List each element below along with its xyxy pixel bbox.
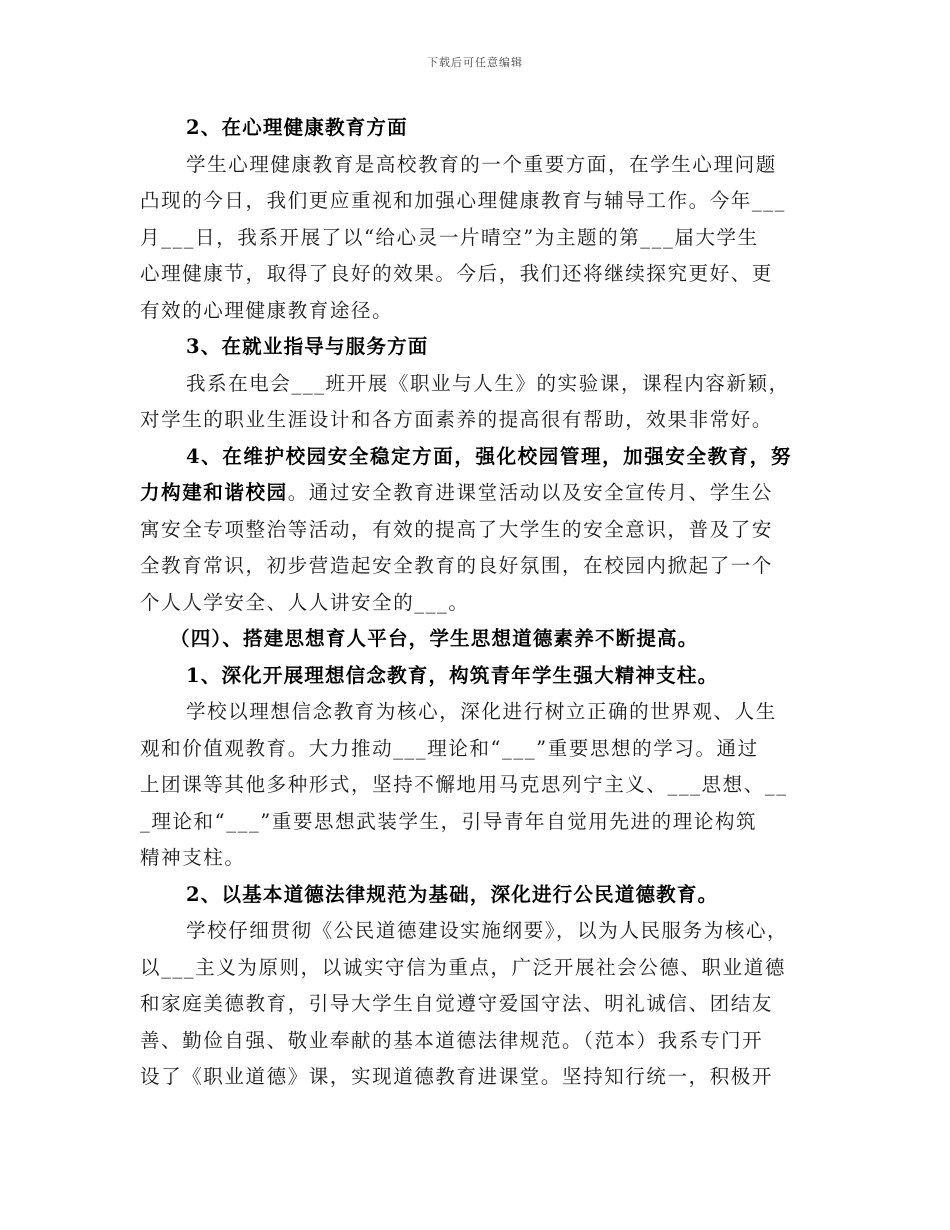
paragraph-line: 精神支柱。 (140, 846, 246, 869)
paragraph-line: 学校以理想信念教育为核心，深化进行树立正确的世界观、人生 (186, 700, 777, 723)
paragraph-line: 全教育常识，初步营造起安全教育的良好氛围，在校园内掀起了一个 (140, 554, 774, 577)
section-heading: 3、在就业指导与服务方面 (186, 335, 429, 358)
paragraph-line: 有效的心理健康教育途径。 (140, 298, 394, 322)
page-header: 下载后可任意编辑 (427, 56, 523, 69)
paragraph-line: 心理健康节，取得了良好的效果。今后，我们还将继续探究更好、更 (140, 262, 774, 285)
section-heading: 2、以基本道德法律规范为基础，深化进行公民道德教育。 (186, 882, 719, 906)
bold-run: 力构建和谐校园 (140, 481, 288, 504)
paragraph-line: 学生心理健康教育是高校教育的一个重要方面，在学生心理问题 (186, 152, 777, 176)
paragraph-line: 和家庭美德教育，引导大学生自觉遵守爱国守法、明礼诚信、团结友 (140, 992, 774, 1015)
paragraph-line-mixed (140, 439, 812, 476)
paragraph-line: 设了《职业道德》课，实现道德教育进课堂。坚持知行统一，积极开 (140, 1065, 774, 1088)
paragraph-line: 学校仔细贯彻《公民道德建设实施纲要》，以为人民服务为核心， (186, 919, 789, 942)
paragraph-line: 月___日，我系开展了以“给心灵一片晴空”为主题的第___届大学生 (140, 225, 759, 249)
paragraph-line-mixed (140, 475, 812, 512)
paragraph-line: 善、勤俭自强、敬业奉献的基本道德法律规范。（范本）我系专门开 (140, 1028, 764, 1052)
section-heading: （四）、搭建思想育人平台，学生思想道德素养不断提高。 (170, 627, 699, 650)
paragraph-line: 以___主义为原则，以诚实守信为重点，广泛开展社会公德、职业道德 (140, 955, 786, 979)
bold-run: 4、在维护校园安全稳定方面，强化校园管理，加强安全教育，努 (186, 444, 792, 468)
paragraph-line: 上团课等其他多种形式，坚持不懈地用马克思列宁主义、___思想、__ (140, 773, 788, 796)
document-body (140, 110, 812, 1096)
paragraph-line: 我系在电会___班开展《职业与人生》的实验课，课程内容新颖， (186, 371, 790, 395)
paragraph-line: _理论和“___”重要思想武装学生，引导青年自觉用先进的理论构筑 (140, 809, 758, 833)
paragraph-line: 凸现的今日，我们更应重视和加强心理健康教育与辅导工作。今年___ (140, 189, 786, 212)
section-heading: 1、深化开展理想信念教育，构筑青年学生强大精神支柱。 (186, 663, 719, 687)
normal-run: 。通过安全教育进课堂活动以及安全宣传月、学生公 (287, 481, 774, 504)
paragraph-line: 观和价值观教育。大力推动___理论和“___”重要思想的学习。通过 (140, 736, 759, 760)
paragraph-line: 寓安全专项整治等活动，有效的提高了大学生的安全意识，普及了安 (140, 517, 774, 541)
paragraph-line: 对学生的职业生涯设计和各方面素养的提高很有帮助，效果非常好。 (140, 408, 774, 431)
section-heading: 2、在心理健康教育方面 (186, 116, 408, 139)
paragraph-line: 个人人学安全、人人讲安全的___。 (140, 590, 470, 614)
